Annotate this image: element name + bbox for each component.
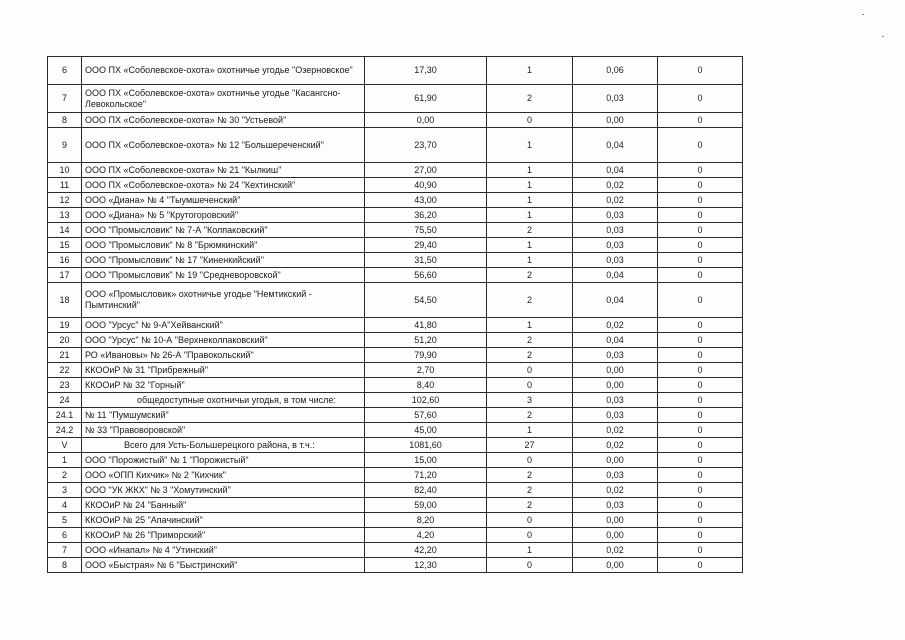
density-cell: 0,03	[573, 238, 658, 253]
limit-cell: 0	[658, 453, 743, 468]
table-row	[48, 528, 743, 543]
row-number-cell: 2	[48, 468, 82, 483]
area-cell: 8,40	[365, 378, 487, 393]
limit-cell: 0	[658, 178, 743, 193]
table-row	[48, 438, 743, 453]
density-cell: 0,04	[573, 283, 658, 318]
density-cell: 0,02	[573, 193, 658, 208]
row-number-cell: 24.1	[48, 408, 82, 423]
area-cell: 36,20	[365, 208, 487, 223]
ground-name-cell: ООО "Промысловик" № 7-А "Колпаковский"	[82, 223, 365, 238]
area-cell: 51,20	[365, 333, 487, 348]
row-number-cell: 1	[48, 453, 82, 468]
count-cell: 1	[487, 163, 573, 178]
table-row	[48, 193, 743, 208]
density-cell: 0,03	[573, 468, 658, 483]
count-cell: 2	[487, 408, 573, 423]
row-number-cell: 7	[48, 85, 82, 113]
density-cell: 0,03	[573, 208, 658, 223]
hunting-grounds-table	[47, 56, 743, 573]
table-row	[48, 513, 743, 528]
density-cell: 0,04	[573, 163, 658, 178]
density-cell: 0,02	[573, 423, 658, 438]
limit-cell: 0	[658, 363, 743, 378]
area-cell: 54,50	[365, 283, 487, 318]
limit-cell: 0	[658, 318, 743, 333]
ground-name-cell: общедоступные охотничьи угодья, в том числе:	[82, 393, 365, 408]
density-cell: 0,00	[573, 113, 658, 128]
count-cell: 0	[487, 528, 573, 543]
area-cell: 8,20	[365, 513, 487, 528]
limit-cell: 0	[658, 128, 743, 163]
table-row	[48, 453, 743, 468]
ground-name-cell: ООО «Инапал» № 4 "Утинский"	[82, 543, 365, 558]
table-row	[48, 318, 743, 333]
table-row	[48, 268, 743, 283]
table-row	[48, 253, 743, 268]
count-cell: 0	[487, 363, 573, 378]
count-cell: 2	[487, 223, 573, 238]
limit-cell: 0	[658, 333, 743, 348]
count-cell: 1	[487, 423, 573, 438]
table-row	[48, 393, 743, 408]
limit-cell: 0	[658, 528, 743, 543]
area-cell: 75,50	[365, 223, 487, 238]
area-cell: 71,20	[365, 468, 487, 483]
row-number-cell: 7	[48, 543, 82, 558]
count-cell: 0	[487, 113, 573, 128]
ground-name-cell: ООО «Диана» № 4 "Тыумшеченский"	[82, 193, 365, 208]
area-cell: 61,90	[365, 85, 487, 113]
limit-cell: 0	[658, 113, 743, 128]
density-cell: 0,00	[573, 378, 658, 393]
area-cell: 29,40	[365, 238, 487, 253]
table-row	[48, 113, 743, 128]
ground-name-cell: ООО "Промысловик" № 8 "Брюмкинский"	[82, 238, 365, 253]
limit-cell: 0	[658, 558, 743, 573]
ground-name-cell: ККООиР № 24 "Банный"	[82, 498, 365, 513]
limit-cell: 0	[658, 468, 743, 483]
row-number-cell: 5	[48, 513, 82, 528]
limit-cell: 0	[658, 393, 743, 408]
area-cell: 45,00	[365, 423, 487, 438]
area-cell: 17,30	[365, 57, 487, 85]
ground-name-cell: ООО «Промысловик» охотничье угодье "Немтикский - Пымтинский"	[82, 283, 365, 318]
density-cell: 0,06	[573, 57, 658, 85]
density-cell: 0,00	[573, 558, 658, 573]
density-cell: 0,02	[573, 483, 658, 498]
limit-cell: 0	[658, 513, 743, 528]
area-cell: 0,00	[365, 113, 487, 128]
density-cell: 0,03	[573, 408, 658, 423]
area-cell: 31,50	[365, 253, 487, 268]
limit-cell: 0	[658, 268, 743, 283]
count-cell: 2	[487, 268, 573, 283]
count-cell: 2	[487, 498, 573, 513]
row-number-cell: 8	[48, 113, 82, 128]
row-number-cell: 20	[48, 333, 82, 348]
ground-name-cell: ООО "Порожистый" № 1 "Порожистый"	[82, 453, 365, 468]
count-cell: 0	[487, 453, 573, 468]
ground-name-cell: ООО ПХ «Соболевское-охота» охотничье угодье "Озерновское"	[82, 57, 365, 85]
limit-cell: 0	[658, 408, 743, 423]
ground-name-cell: ООО ПХ «Соболевское-охота» № 12 "Большереченский"	[82, 128, 365, 163]
ground-name-cell: ООО "Промысловик" № 19 "Средневоровской"	[82, 268, 365, 283]
limit-cell: 0	[658, 498, 743, 513]
area-cell: 102,60	[365, 393, 487, 408]
density-cell: 0,03	[573, 348, 658, 363]
count-cell: 2	[487, 283, 573, 318]
area-cell: 57,60	[365, 408, 487, 423]
table-row	[48, 283, 743, 318]
count-cell: 1	[487, 128, 573, 163]
limit-cell: 0	[658, 423, 743, 438]
area-cell: 42,20	[365, 543, 487, 558]
count-cell: 0	[487, 513, 573, 528]
ground-name-cell: ООО ПХ «Соболевское-охота» охотничье угодье "Касангсно-Левокольское"	[82, 85, 365, 113]
count-cell: 2	[487, 333, 573, 348]
density-cell: 0,02	[573, 543, 658, 558]
limit-cell: 0	[658, 57, 743, 85]
table-row	[48, 423, 743, 438]
row-number-cell: 23	[48, 378, 82, 393]
limit-cell: 0	[658, 163, 743, 178]
count-cell: 27	[487, 438, 573, 453]
row-number-cell: 12	[48, 193, 82, 208]
table-row	[48, 468, 743, 483]
ground-name-cell: ККООиР № 26 "Приморский"	[82, 528, 365, 543]
count-cell: 1	[487, 543, 573, 558]
table-row	[48, 558, 743, 573]
count-cell: 1	[487, 238, 573, 253]
row-number-cell: 13	[48, 208, 82, 223]
count-cell: 1	[487, 193, 573, 208]
ground-name-cell: ООО "УК ЖКХ" № 3 "Хомутинский"	[82, 483, 365, 498]
limit-cell: 0	[658, 348, 743, 363]
density-cell: 0,03	[573, 85, 658, 113]
area-cell: 1081,60	[365, 438, 487, 453]
density-cell: 0,04	[573, 128, 658, 163]
count-cell: 1	[487, 57, 573, 85]
row-number-cell: 11	[48, 178, 82, 193]
density-cell: 0,03	[573, 253, 658, 268]
ground-name-cell: ООО ПХ «Соболевское-охота» № 24 "Кехтинский"	[82, 178, 365, 193]
table-row	[48, 498, 743, 513]
density-cell: 0,00	[573, 528, 658, 543]
row-number-cell: 24.2	[48, 423, 82, 438]
table-row	[48, 163, 743, 178]
scan-speck	[862, 14, 864, 15]
row-number-cell: V	[48, 438, 82, 453]
ground-name-cell: ООО ПХ «Соболевское-охота» № 21 "Кылкиш"	[82, 163, 365, 178]
count-cell: 0	[487, 558, 573, 573]
ground-name-cell: № 33 "Правоворовской"	[82, 423, 365, 438]
limit-cell: 0	[658, 483, 743, 498]
count-cell: 1	[487, 208, 573, 223]
limit-cell: 0	[658, 378, 743, 393]
table-row	[48, 363, 743, 378]
area-cell: 56,60	[365, 268, 487, 283]
density-cell: 0,02	[573, 438, 658, 453]
row-number-cell: 24	[48, 393, 82, 408]
count-cell: 2	[487, 483, 573, 498]
ground-name-cell: ООО «Диана» № 5 "Крутогоровский"	[82, 208, 365, 223]
table-row	[48, 85, 743, 113]
density-cell: 0,03	[573, 393, 658, 408]
area-cell: 82,40	[365, 483, 487, 498]
table-row	[48, 128, 743, 163]
table-row	[48, 57, 743, 85]
table-body	[48, 57, 743, 573]
count-cell: 3	[487, 393, 573, 408]
density-cell: 0,04	[573, 268, 658, 283]
density-cell: 0,03	[573, 498, 658, 513]
ground-name-cell: ООО "Промысловик" № 17 "Киненкийский"	[82, 253, 365, 268]
limit-cell: 0	[658, 85, 743, 113]
count-cell: 1	[487, 178, 573, 193]
row-number-cell: 9	[48, 128, 82, 163]
ground-name-cell: № 11 "Пумшумский"	[82, 408, 365, 423]
area-cell: 43,00	[365, 193, 487, 208]
table-row	[48, 223, 743, 238]
area-cell: 27,00	[365, 163, 487, 178]
area-cell: 79,90	[365, 348, 487, 363]
row-number-cell: 21	[48, 348, 82, 363]
limit-cell: 0	[658, 253, 743, 268]
row-number-cell: 18	[48, 283, 82, 318]
row-number-cell: 4	[48, 498, 82, 513]
row-number-cell: 19	[48, 318, 82, 333]
row-number-cell: 8	[48, 558, 82, 573]
area-cell: 59,00	[365, 498, 487, 513]
row-number-cell: 3	[48, 483, 82, 498]
area-cell: 41,80	[365, 318, 487, 333]
table-row	[48, 483, 743, 498]
area-cell: 15,00	[365, 453, 487, 468]
count-cell: 2	[487, 85, 573, 113]
limit-cell: 0	[658, 283, 743, 318]
ground-name-cell: ККООиР № 32 "Горный"	[82, 378, 365, 393]
row-number-cell: 15	[48, 238, 82, 253]
ground-name-cell: ООО "Урсус" № 9-А"Хейванский"	[82, 318, 365, 333]
scan-speck	[882, 36, 884, 37]
ground-name-cell: ООО "Урсус" № 10-А "Верхнеколпаковский"	[82, 333, 365, 348]
limit-cell: 0	[658, 208, 743, 223]
table-row	[48, 378, 743, 393]
limit-cell: 0	[658, 543, 743, 558]
count-cell: 0	[487, 378, 573, 393]
count-cell: 1	[487, 253, 573, 268]
table-row	[48, 543, 743, 558]
table-row	[48, 408, 743, 423]
ground-name-cell: ООО «ОПП Кихчик» № 2 "Кихчик"	[82, 468, 365, 483]
table-row	[48, 348, 743, 363]
row-number-cell: 22	[48, 363, 82, 378]
density-cell: 0,02	[573, 318, 658, 333]
ground-name-cell: ККООиР № 31 "Прибрежный"	[82, 363, 365, 378]
table-row	[48, 208, 743, 223]
ground-name-cell: ККООиР № 25 "Апачинский"	[82, 513, 365, 528]
limit-cell: 0	[658, 238, 743, 253]
density-cell: 0,00	[573, 363, 658, 378]
limit-cell: 0	[658, 438, 743, 453]
table-row	[48, 238, 743, 253]
count-cell: 1	[487, 318, 573, 333]
count-cell: 2	[487, 348, 573, 363]
row-number-cell: 10	[48, 163, 82, 178]
ground-name-cell: Всего для Усть-Большерецкого района, в т.ч.:	[82, 438, 365, 453]
row-number-cell: 14	[48, 223, 82, 238]
limit-cell: 0	[658, 193, 743, 208]
row-number-cell: 6	[48, 528, 82, 543]
table-row	[48, 333, 743, 348]
density-cell: 0,00	[573, 453, 658, 468]
density-cell: 0,03	[573, 223, 658, 238]
row-number-cell: 6	[48, 57, 82, 85]
area-cell: 2,70	[365, 363, 487, 378]
area-cell: 4,20	[365, 528, 487, 543]
density-cell: 0,04	[573, 333, 658, 348]
density-cell: 0,00	[573, 513, 658, 528]
count-cell: 2	[487, 468, 573, 483]
row-number-cell: 17	[48, 268, 82, 283]
area-cell: 40,90	[365, 178, 487, 193]
table-row	[48, 178, 743, 193]
ground-name-cell: ООО ПХ «Соболевское-охота» № 30 "Устьевой"	[82, 113, 365, 128]
area-cell: 23,70	[365, 128, 487, 163]
density-cell: 0,02	[573, 178, 658, 193]
limit-cell: 0	[658, 223, 743, 238]
ground-name-cell: ООО «Быстрая» № 6 "Быстринский"	[82, 558, 365, 573]
row-number-cell: 16	[48, 253, 82, 268]
area-cell: 12,30	[365, 558, 487, 573]
ground-name-cell: РО «Ивановы» № 26-А "Правокольский"	[82, 348, 365, 363]
